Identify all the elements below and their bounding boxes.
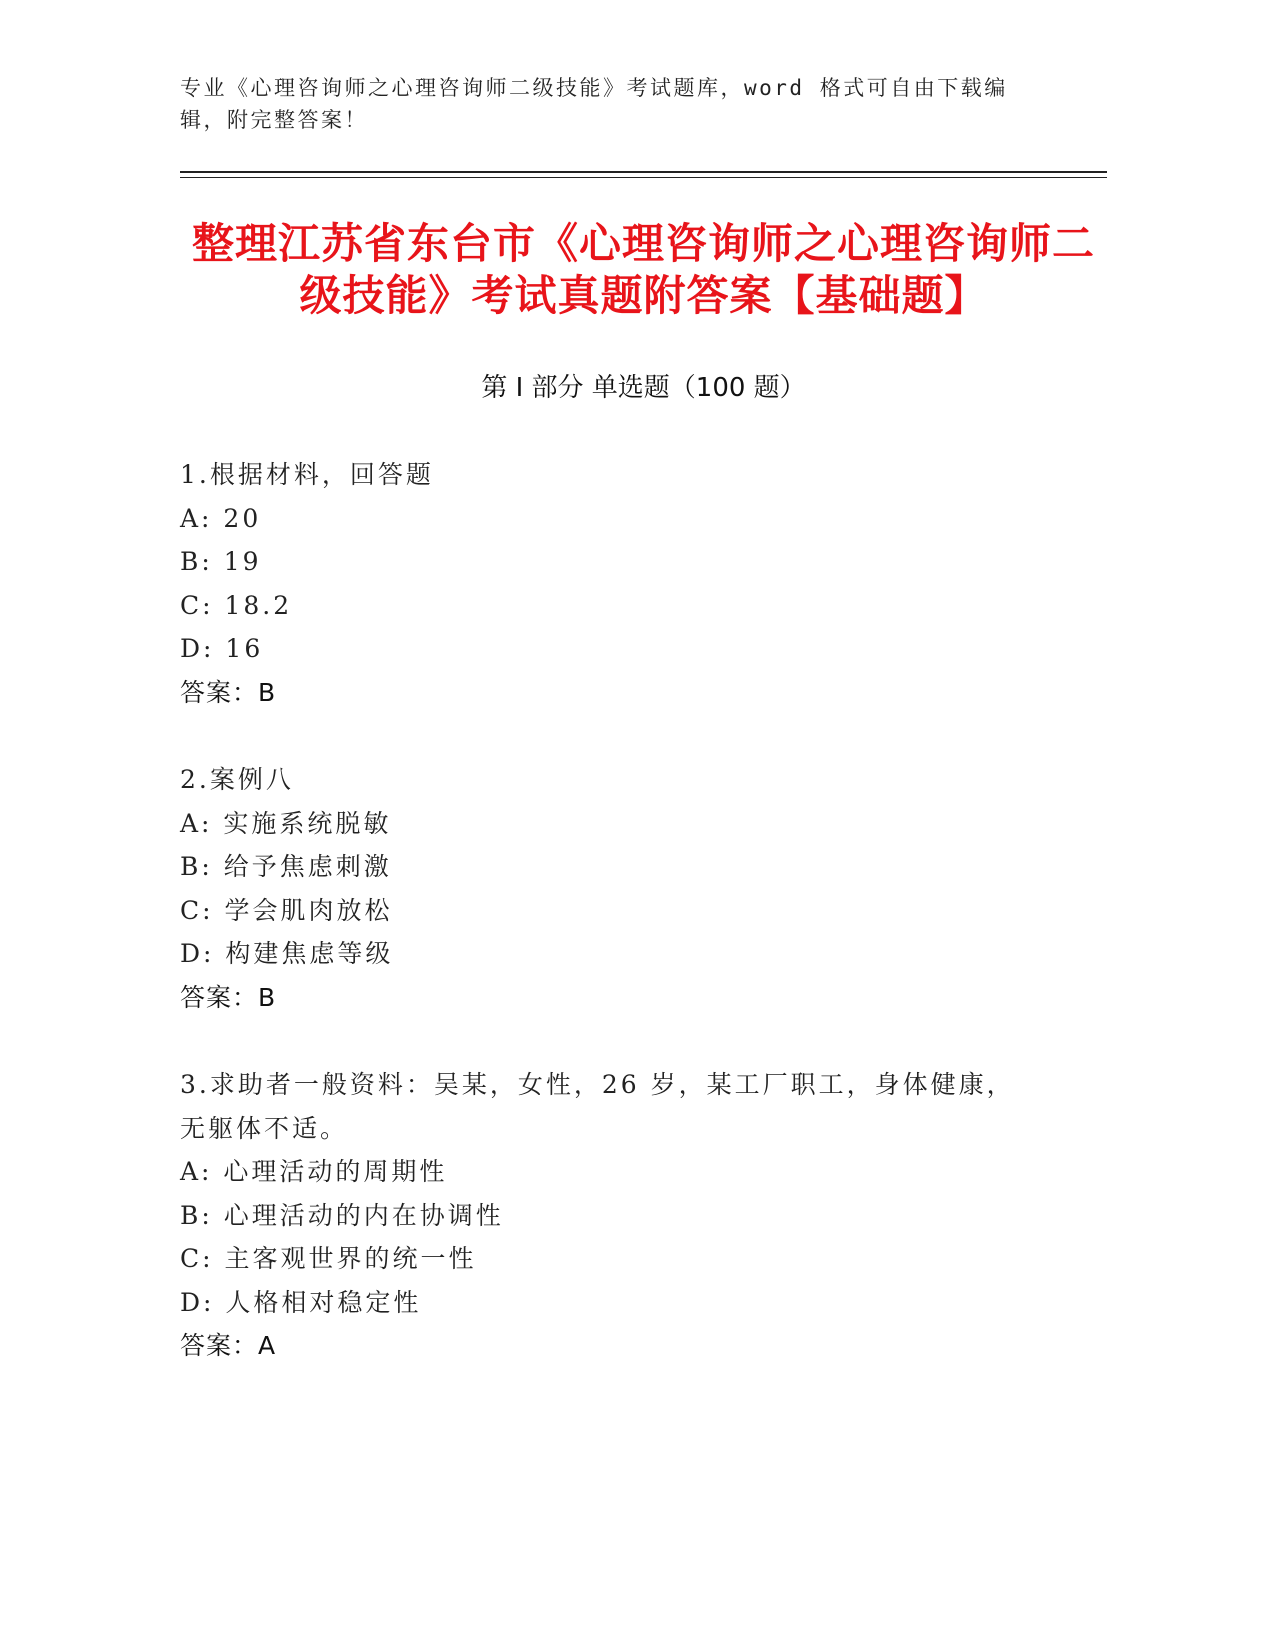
option-d: D: 16 xyxy=(180,634,264,663)
option-a: A: 心理活动的周期性 xyxy=(180,1157,448,1186)
option-b: B: 给予焦虑刺激 xyxy=(180,852,392,881)
option-b: B: 19 xyxy=(180,547,262,576)
answer: 答案：B xyxy=(180,677,277,707)
option-a: A: 实施系统脱敏 xyxy=(180,808,392,838)
header-note: 专业《心理咨询师之心理咨询师二级技能》考试题库，word 格式可自由下载编辑，附完整答案！ xyxy=(180,76,1008,132)
question-2 xyxy=(180,758,1040,1019)
option-c: C: 18.2 xyxy=(180,590,293,620)
header-divider-thin xyxy=(180,177,1107,178)
option-d: D: 构建焦虑等级 xyxy=(180,939,394,968)
header-divider-thick xyxy=(180,171,1107,173)
question-stem: 1.根据材料，回答题 xyxy=(180,460,434,489)
question-1 xyxy=(180,453,1040,714)
option-a: A: 20 xyxy=(180,503,262,533)
option-b: B: 心理活动的内在协调性 xyxy=(180,1200,504,1230)
option-c: C: 主客观世界的统一性 xyxy=(180,1244,477,1273)
answer: 答案：B xyxy=(180,982,277,1012)
question-stem: 3.求助者一般资料：吴某，女性，26 岁，某工厂职工，身体健康，无躯体不适。 xyxy=(180,1070,1015,1143)
section-heading: 第 I 部分 单选题（100 题） xyxy=(481,373,806,403)
option-c: C: 学会肌肉放松 xyxy=(180,895,393,925)
answer: 答案：A xyxy=(180,1331,277,1360)
question-stem: 2.案例八 xyxy=(180,765,294,794)
option-d: D: 人格相对稳定性 xyxy=(180,1287,422,1317)
question-3 xyxy=(180,1063,1040,1368)
document-title: 整理江苏省东台市《心理咨询师之心理咨询师二级技能》考试真题附答案【基础题】 xyxy=(191,219,1095,320)
